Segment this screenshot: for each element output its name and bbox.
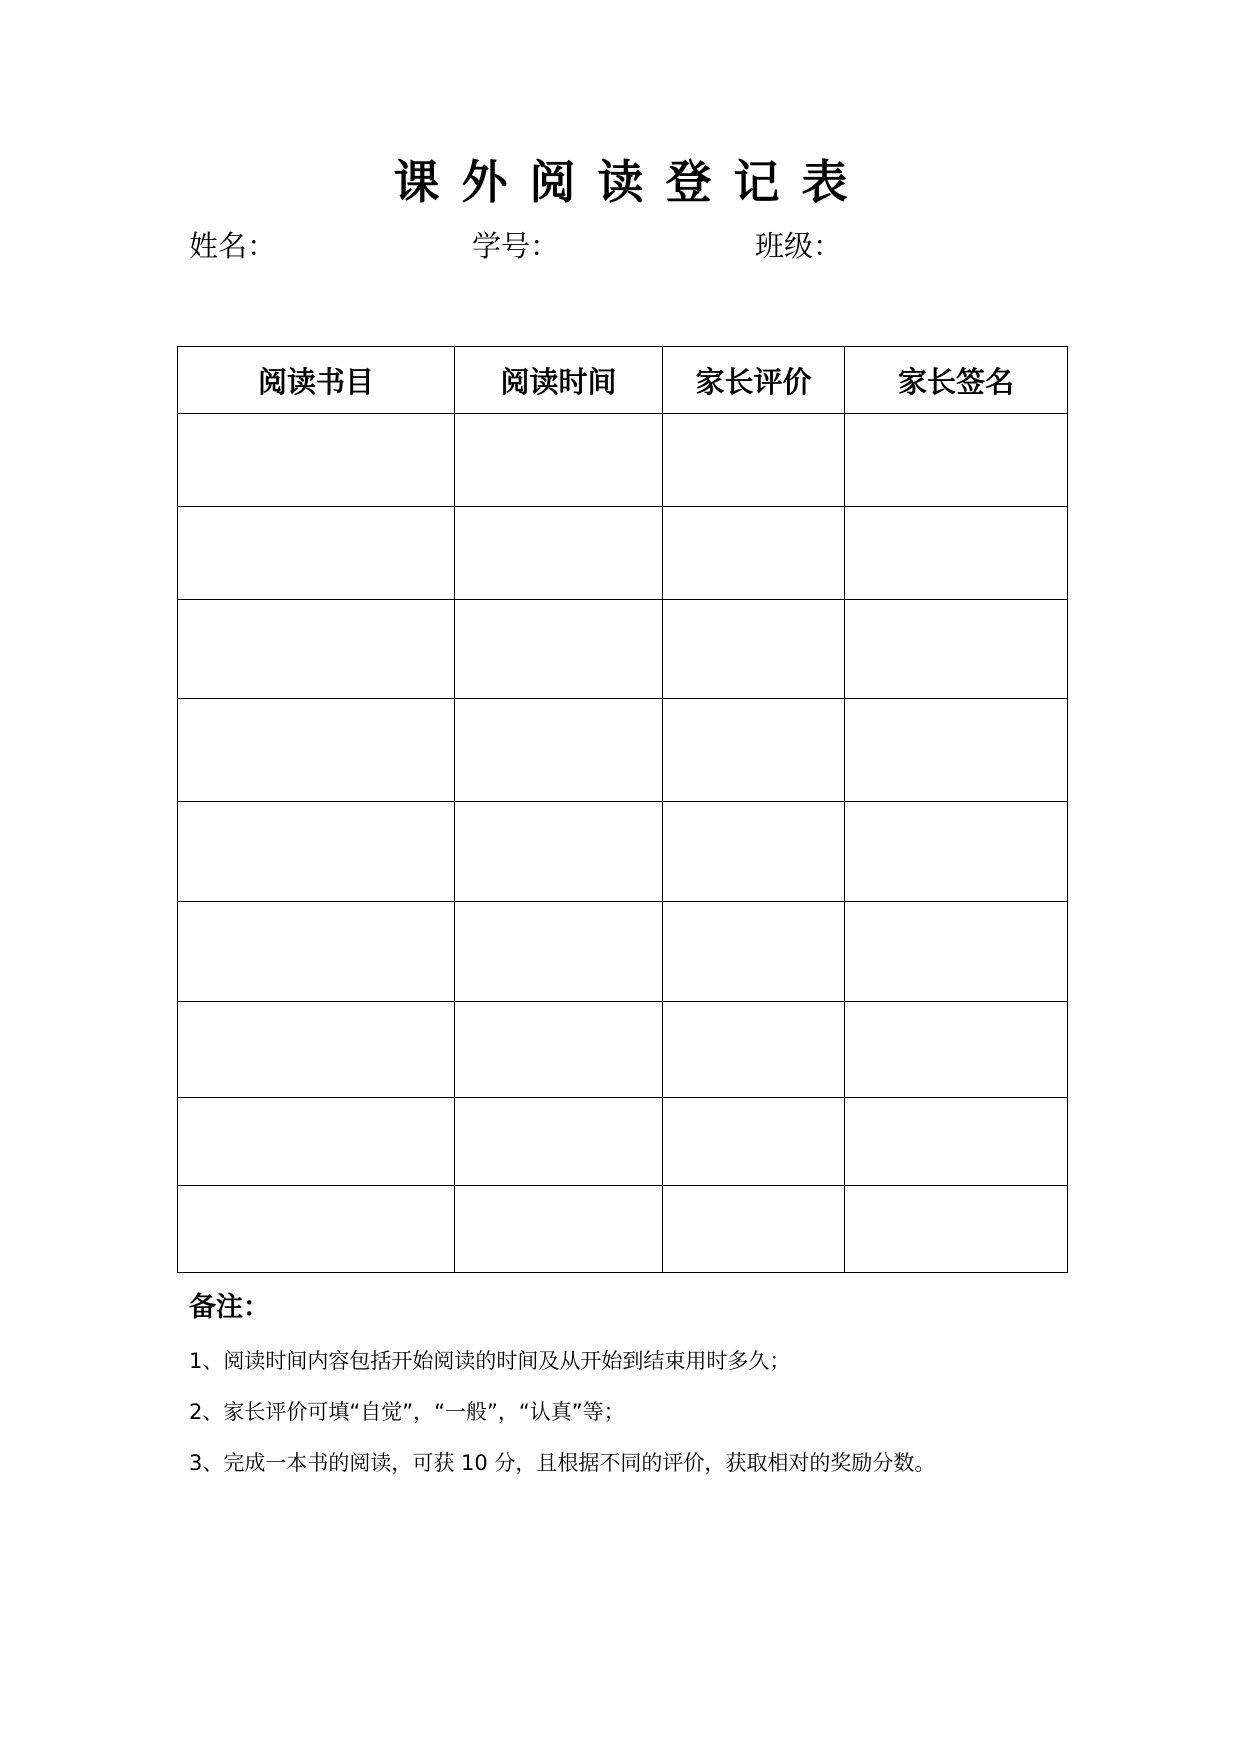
book-title-cell [178,699,455,802]
header-reading-time: 阅读时间 [455,347,663,414]
reading-time-cell [455,1098,663,1186]
table-row [178,1002,1068,1098]
book-title-cell [178,507,455,600]
reading-time-cell [455,699,663,802]
reading-time-cell [455,1186,663,1273]
parent-signature-cell [845,1098,1068,1186]
parent-evaluation-cell [663,414,845,507]
table-row [178,1098,1068,1186]
parent-signature-cell [845,1002,1068,1098]
note-item-2: 2、家长评价可填“自觉”，“一般”，“认真”等； [189,1400,625,1424]
reading-time-cell [455,507,663,600]
header-parent-signature: 家长签名 [845,347,1068,414]
parent-signature-cell [845,902,1068,1002]
book-title-cell [178,902,455,1002]
table-header-row [178,347,1068,414]
reading-time-cell [455,1002,663,1098]
reading-time-cell [455,414,663,507]
parent-evaluation-cell [663,902,845,1002]
parent-signature-cell [845,699,1068,802]
book-title-cell [178,1002,455,1098]
parent-evaluation-cell [663,802,845,902]
table-row [178,507,1068,600]
book-title-cell [178,414,455,507]
note-item-3: 3、完成一本书的阅读，可获 10 分，且根据不同的评价，获取相对的奖励分数。 [189,1451,936,1475]
table-row [178,902,1068,1002]
book-title-cell [178,600,455,699]
header-book-title: 阅读书目 [178,347,455,414]
parent-signature-cell [845,507,1068,600]
table-row [178,699,1068,802]
parent-evaluation-cell [663,1098,845,1186]
reading-time-cell [455,902,663,1002]
header-parent-evaluation: 家长评价 [663,347,845,414]
notes-title: 备注： [189,1292,270,1323]
table-row [178,414,1068,507]
notes-section [189,1288,1089,1499]
class-field-label: 班级： [755,229,843,263]
reading-time-cell [455,802,663,902]
book-title-cell [178,802,455,902]
table-row [178,600,1068,699]
parent-signature-cell [845,1186,1068,1273]
reading-log-table [177,346,1068,1273]
parent-evaluation-cell [663,600,845,699]
reading-time-cell [455,600,663,699]
parent-signature-cell [845,414,1068,507]
table-body [178,414,1068,1273]
name-field-label: 姓名： [189,229,277,263]
student-id-field-label: 学号： [472,229,560,263]
table-row [178,802,1068,902]
note-item-1: 1、阅读时间内容包括开始阅读的时间及从开始到结束用时多久； [189,1349,791,1373]
parent-signature-cell [845,600,1068,699]
parent-evaluation-cell [663,1002,845,1098]
parent-evaluation-cell [663,699,845,802]
book-title-cell [178,1186,455,1273]
parent-evaluation-cell [663,507,845,600]
page-title: 课外阅读登记表 [393,155,870,209]
parent-evaluation-cell [663,1186,845,1273]
student-info-row [0,224,1241,268]
book-title-cell [178,1098,455,1186]
parent-signature-cell [845,802,1068,902]
table-row [178,1186,1068,1273]
